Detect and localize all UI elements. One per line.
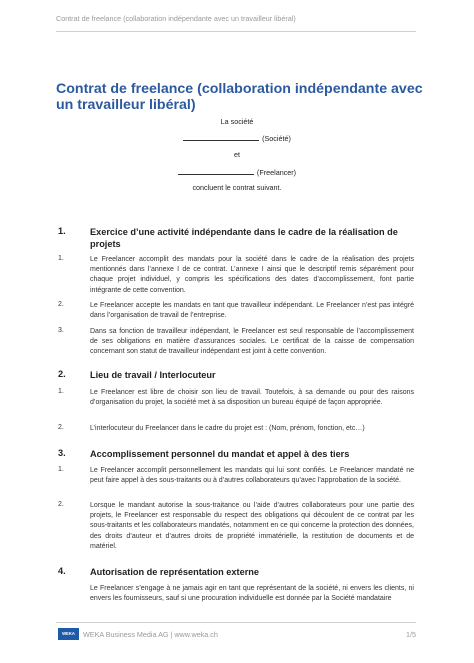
item-number: 2.	[58, 501, 64, 508]
document-title: Contrat de freelance (collaboration indépendante avec un travailleur libéral)	[56, 81, 423, 113]
section-title: Exercice d’une activité indépendante dans le cadre de la réalisation de projets	[90, 227, 398, 249]
item-number: 2.	[58, 301, 64, 308]
parties-and: et	[234, 150, 240, 159]
clause-text: Le Freelancer accomplit des mandats pour la société dans le cadre de la réalisation des projets mentionnés dans l’annexe I de ce contrat. L’annexe I ainsi que le descriptif remis séparément pour chaque projet individuel, y compris les spécifications des dates d’accomplissement, font partie intégrante de cette convention.	[90, 256, 414, 294]
clause-text: Le Freelancer accepte les mandats en tant que travailleur indépendant. Le Freelancer n’est pas intégré dans l’organisation de travail de l’entreprise.	[90, 302, 414, 320]
section-number: 4.	[58, 566, 66, 576]
item-number: 2.	[58, 424, 64, 431]
weka-logo: WEKA	[58, 628, 79, 640]
section-number: 2.	[58, 369, 66, 379]
freelancer-blank	[178, 167, 254, 175]
freelancer-label: (Freelancer)	[256, 168, 297, 177]
section-title: Lieu de travail / Interlocuteur	[90, 370, 216, 380]
clause-text: Le Freelancer est libre de choisir son lieu de travail. Toutefois, à sa demande ou pour des raisons d’organisation du projet, la société met à sa disposition un bureau équipé de façon appropriée.	[90, 389, 414, 407]
section-title: Accomplissement personnel du mandat et appel à des tiers	[90, 449, 350, 459]
item-number: 1.	[58, 388, 64, 395]
clause-text: Lorsque le mandant autorise la sous-traitance ou l’aide d’autres collaborateurs pour une partie des projets, le Freelancer est responsable du respect des obligations qui découlent de ce contrat par les sous-traitants et les collaborateurs mandatés, notamment en ce qui concerne la protection des données, des droits d’auteur et d’autres droits de propriété immatérielle, la restitution de documents et de matériel.	[90, 502, 414, 550]
clause-text: Le Freelancer accomplit personnellement les mandats qui lui sont confiés. Le Freelancer mandaté ne peut faire appel à des sous-traitants ou à d’autres collaborateurs qu’avec l’approbation de la société.	[90, 467, 414, 485]
parties-between: La société	[220, 117, 254, 126]
item-number: 1.	[58, 255, 64, 262]
item-number: 1.	[58, 466, 64, 473]
page-number: 1/5	[406, 630, 416, 639]
header-divider	[56, 31, 416, 32]
section-number: 1.	[58, 226, 66, 236]
societe-line	[0, 133, 474, 143]
clause-text: L’interlocuteur du Freelancer dans le cadre du projet est : (Nom, prénom, fonction, etc…)	[90, 425, 365, 432]
parties-conclude: concluent le contrat suivant.	[192, 183, 282, 192]
section-title: Autorisation de représentation externe	[90, 567, 259, 577]
footer-divider	[56, 622, 416, 623]
societe-blank	[183, 133, 259, 141]
footer-publisher: WEKA Business Media AG | www.weka.ch	[83, 630, 218, 639]
clause-text: Dans sa fonction de travailleur indépendant, le Freelancer est seul responsable de l’accomplissement de ses obligations en matière d’assurances sociales. Le certificat de la caisse de compensation concernant son statut de travailleur indépendant est joint à cette convention.	[90, 328, 414, 356]
running-header: Contrat de freelance (collaboration indépendante avec un travailleur libéral)	[56, 14, 296, 23]
freelancer-line	[0, 167, 474, 177]
item-number: 3.	[58, 327, 64, 334]
section-number: 3.	[58, 448, 66, 458]
societe-label: (Société)	[262, 134, 291, 143]
clause-text: Le Freelancer s’engage à ne jamais agir en tant que représentant de la société, ni envers les clients, ni envers les fournisseurs, sauf si une procuration individuelle est donnée par la Société mandataire	[90, 585, 414, 603]
